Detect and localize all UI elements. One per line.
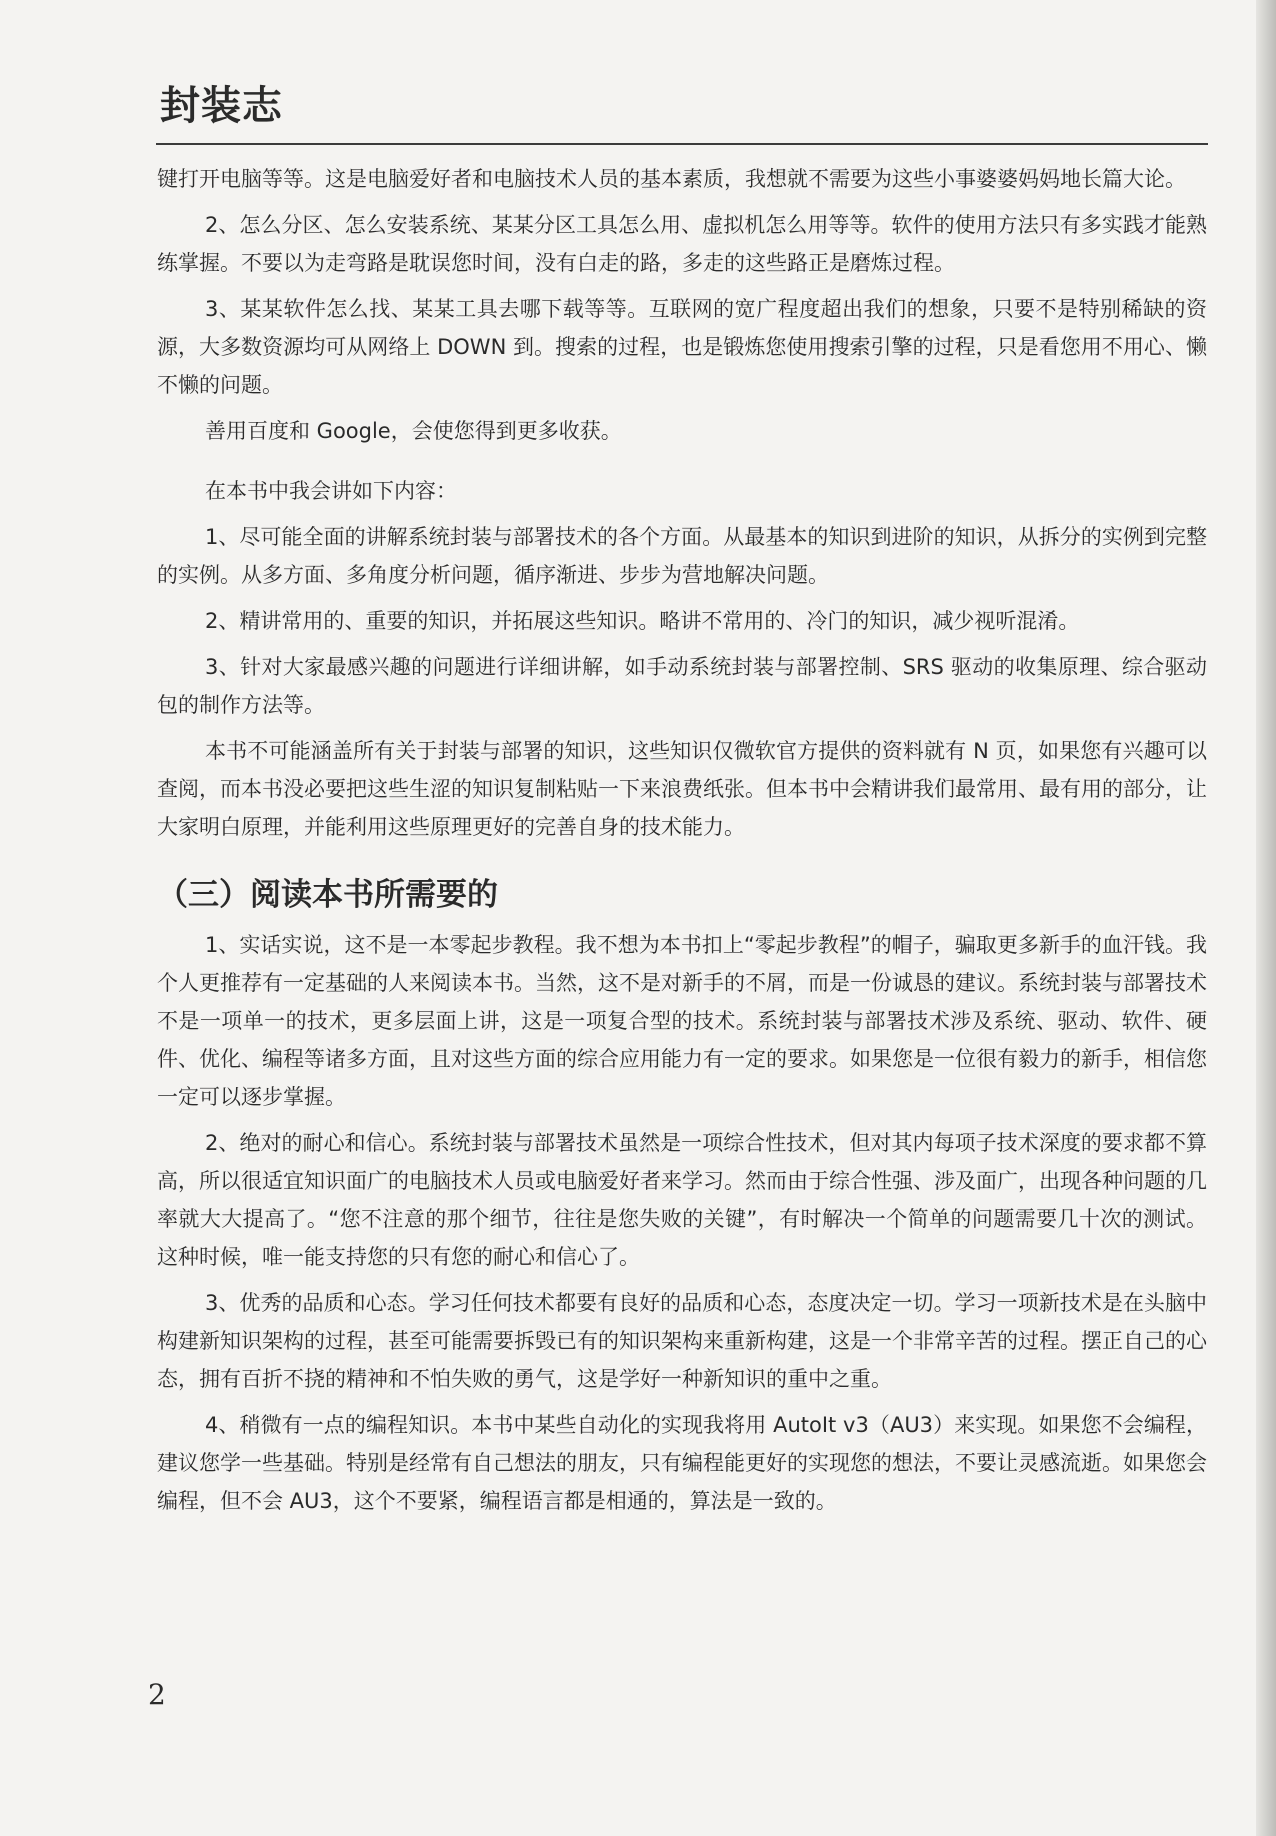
paragraph-requirement-1: 1、实话实说，这不是一本零起步教程。我不想为本书扣上“零起步教程”的帽子，骗取更多新手的血汗钱。我个人更推荐有一定基础的人来阅读本书。当然，这不是对新手的不屑，而是一份诚恳的建议。系统封装与部署技术不是一项单一的技术，更多层面上讲，这是一项复合型的技术。系统封装与部署技术涉及系统、驱动、软件、硬件、优化、编程等诸多方面，且对这些方面的综合应用能力有一定的要求。如果您是一位很有毅力的新手，相信您一定可以逐步掌握。 [157, 933, 1207, 1109]
section-heading: （三）阅读本书所需要的 [157, 877, 498, 913]
paragraph-intro: 在本书中我会讲如下内容： [205, 479, 457, 503]
page-body [157, 160, 1207, 1528]
paragraph-requirement-3: 3、优秀的品质和心态。学习任何技术都要有良好的品质和心态，态度决定一切。学习一项新技术是在头脑中构建新知识架构的过程，甚至可能需要拆毁已有的知识架构来重新构建，这是一个非常辛苦的过程。摆正自己的心态，拥有百折不挠的精神和不怕失败的勇气，这是学好一种新知识的重中之重。 [157, 1291, 1207, 1391]
paragraph-requirement-4: 4、稍微有一点的编程知识。本书中某些自动化的实现我将用 AutoIt v3（AU3）来实现。如果您不会编程，建议您学一些基础。特别是经常有自己想法的朋友，只有编程能更好的实现您的想法，不要让灵感流逝。如果您会编程，但不会 AU3，这个不要紧，编程语言都是相通的，算法是一致的。 [157, 1413, 1207, 1513]
paragraph-item-3: 3、某某软件怎么找、某某工具去哪下载等等。互联网的宽广程度超出我们的想象，只要不是特别稀缺的资源，大多数资源均可从网络上 DOWN 到。搜索的过程，也是锻炼您使用搜索引擎的过程，只是看您用不用心、懒不懒的问题。 [157, 297, 1207, 397]
paragraph-continuation: 键打开电脑等等。这是电脑爱好者和电脑技术人员的基本素质，我想就不需要为这些小事婆婆妈妈地长篇大论。 [157, 167, 1186, 191]
paragraph-item-2: 2、怎么分区、怎么安装系统、某某分区工具怎么用、虚拟机怎么用等等。软件的使用方法只有多实践才能熟练掌握。不要以为走弯路是耽误您时间，没有白走的路，多走的这些路正是磨炼过程。 [157, 213, 1207, 275]
paragraph-content-3: 3、针对大家最感兴趣的问题进行详细讲解，如手动系统封装与部署控制、SRS 驱动的收集原理、综合驱动包的制作方法等。 [157, 655, 1207, 717]
paragraph-content-2: 2、精讲常用的、重要的知识，并拓展这些知识。略讲不常用的、冷门的知识，减少视听混淆。 [205, 609, 1080, 633]
header-rule [156, 143, 1208, 145]
paragraph-tip: 善用百度和 Google，会使您得到更多收获。 [205, 419, 622, 443]
paragraph-content-1: 1、尽可能全面的讲解系统封装与部署技术的各个方面。从最基本的知识到进阶的知识，从拆分的实例到完整的实例。从多方面、多角度分析问题，循序渐进、步步为营地解决问题。 [157, 525, 1207, 587]
page-number: 2 [148, 1678, 166, 1711]
running-title: 封装志 [160, 83, 283, 129]
paragraph-requirement-2: 2、绝对的耐心和信心。系统封装与部署技术虽然是一项综合性技术，但对其内每项子技术深度的要求都不算高，所以很适宜知识面广的电脑技术人员或电脑爱好者来学习。然而由于综合性强、涉及面广，出现各种问题的几率就大大提高了。“您不注意的那个细节，往往是您失败的关键”，有时解决一个简单的问题需要几十次的测试。这种时候，唯一能支持您的只有您的耐心和信心了。 [157, 1131, 1207, 1269]
paragraph-scope: 本书不可能涵盖所有关于封装与部署的知识，这些知识仅微软官方提供的资料就有 N 页，如果您有兴趣可以查阅，而本书没必要把这些生涩的知识复制粘贴一下来浪费纸张。但本书中会精讲我们最常用、最有用的部分，让大家明白原理，并能利用这些原理更好的完善自身的技术能力。 [157, 739, 1207, 839]
page-edge-shadow [1256, 0, 1276, 1836]
